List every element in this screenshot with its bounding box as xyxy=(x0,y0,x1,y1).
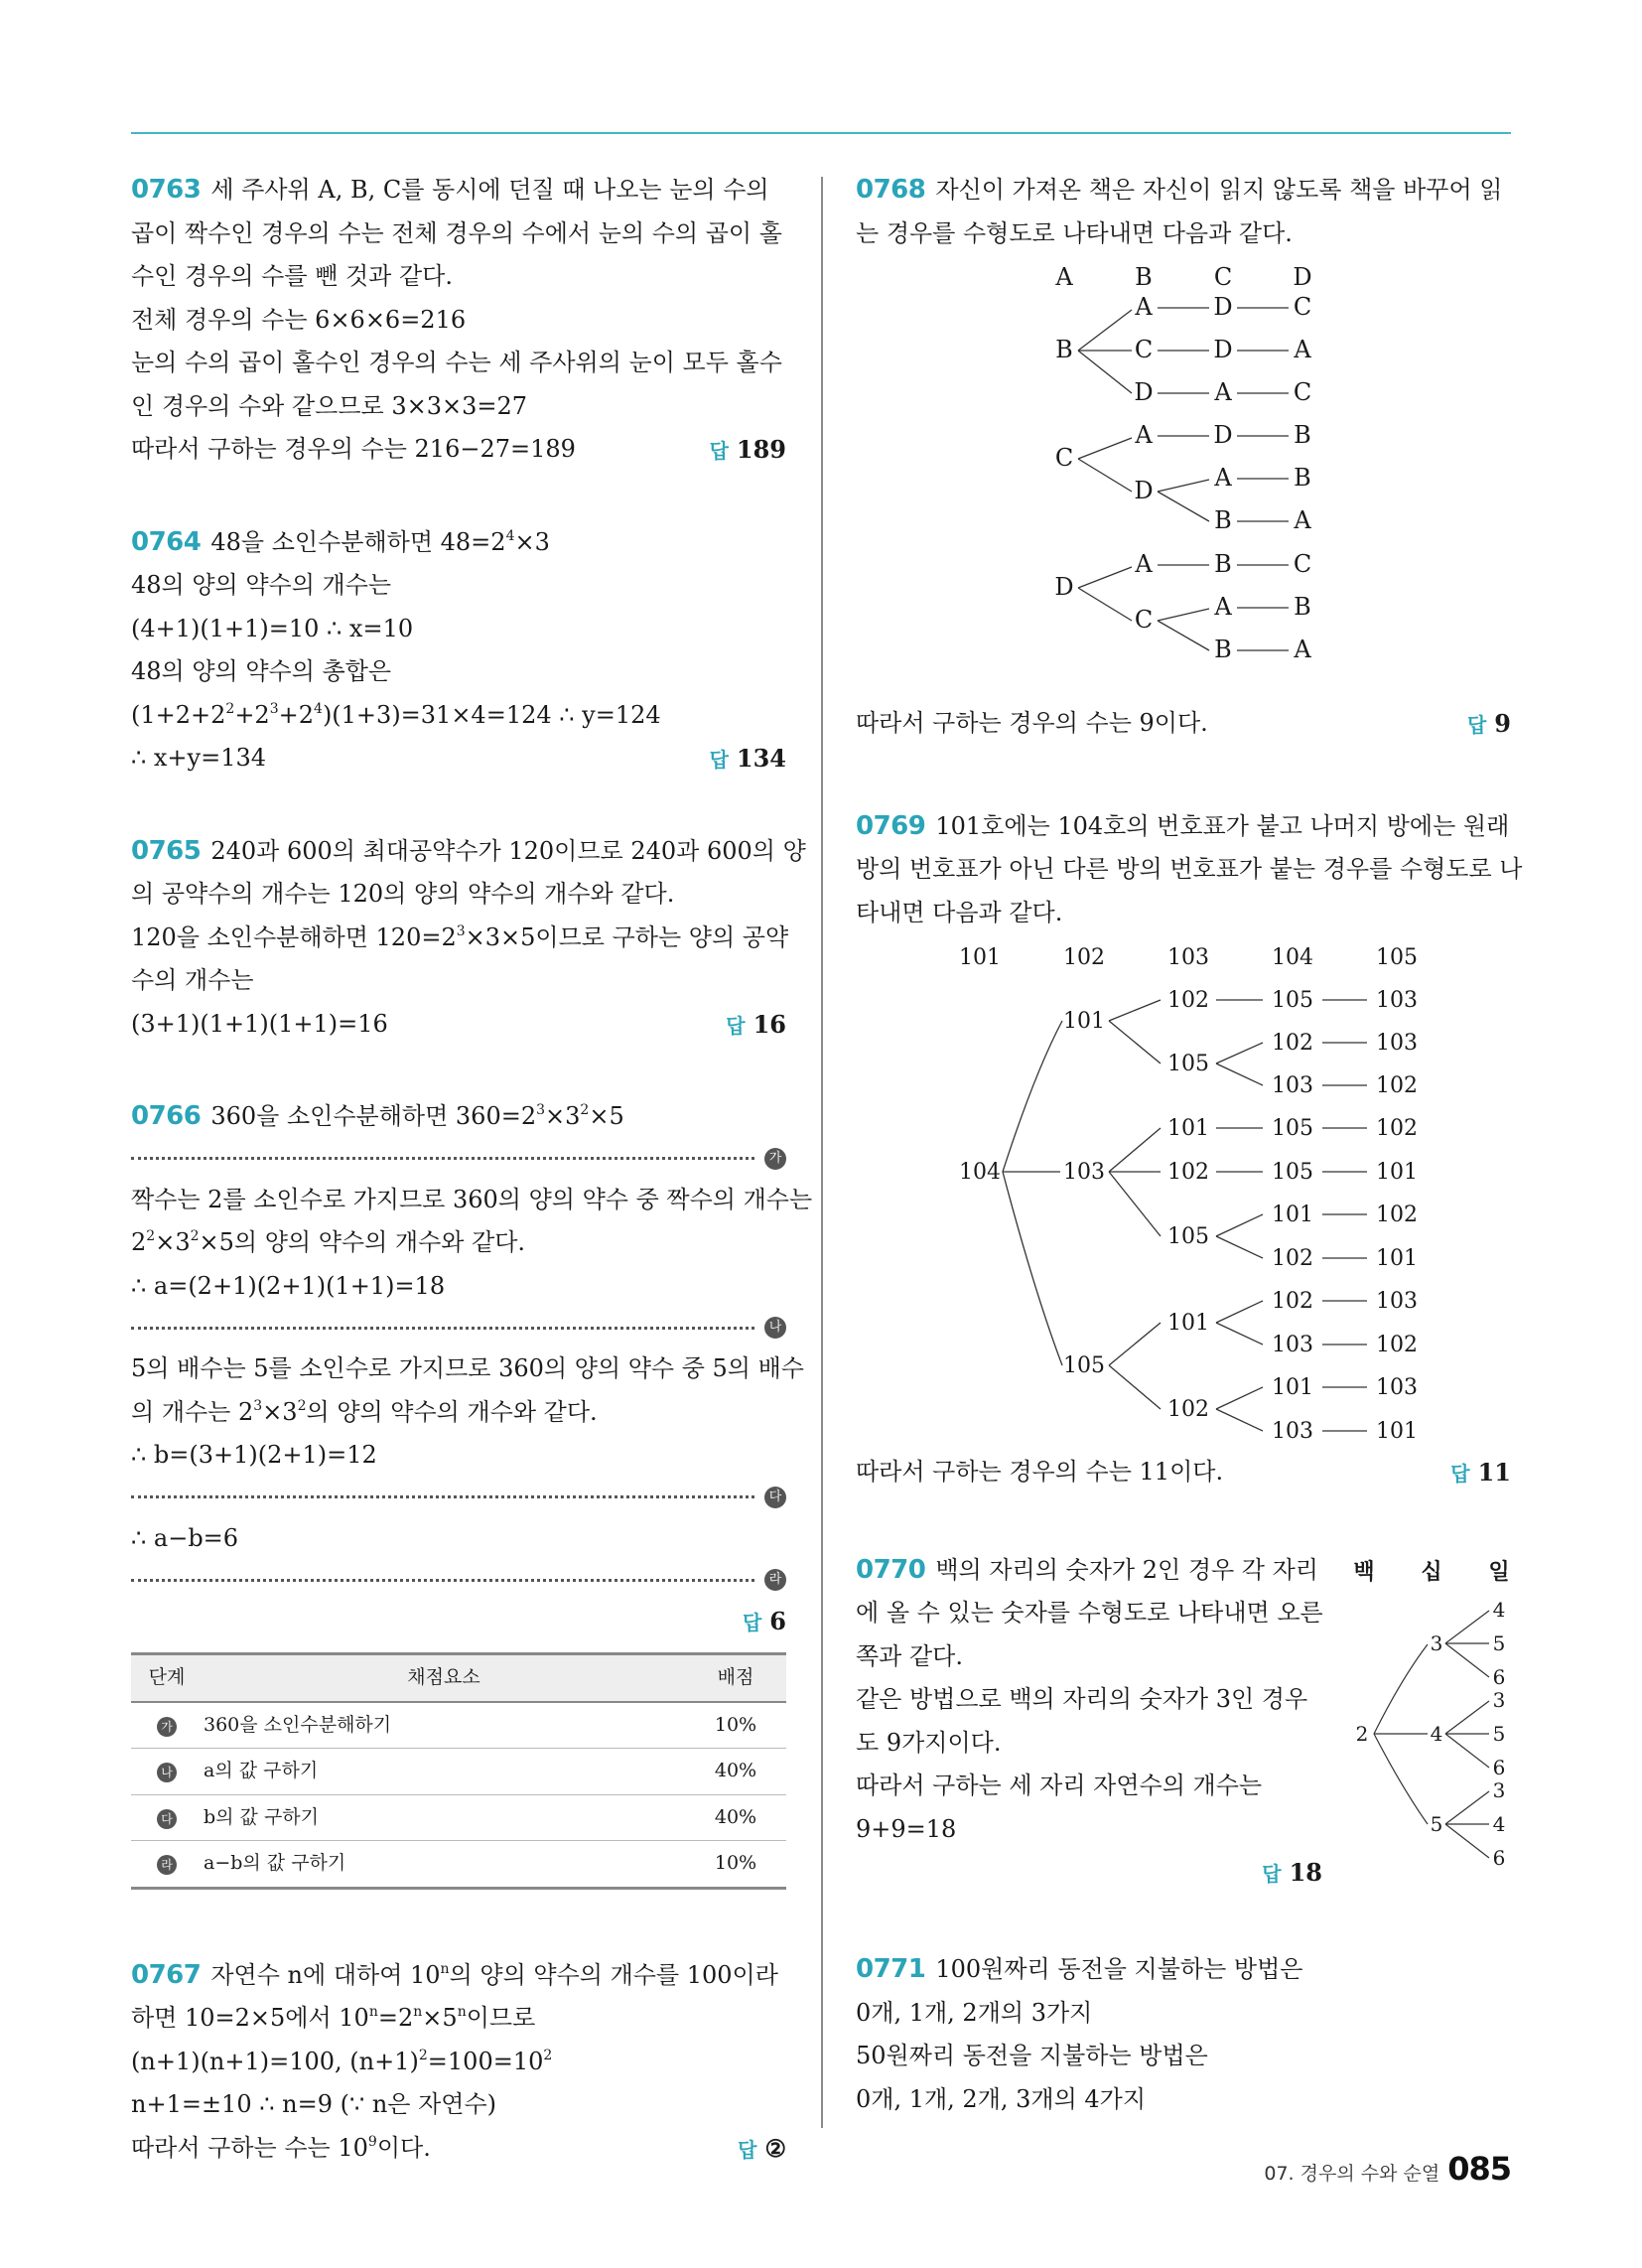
tree-node: 102 xyxy=(1272,1289,1313,1314)
tree-header: 103 xyxy=(1167,945,1209,970)
tree-diagram-0768 xyxy=(856,255,1511,702)
problem-number: 0769 xyxy=(856,810,926,841)
tree-node: A xyxy=(1294,506,1311,534)
chapter-title: 07. 경우의 수와 순열 xyxy=(1264,2163,1440,2185)
answer: 답 11 xyxy=(1450,1458,1511,1487)
tree-header: D xyxy=(1293,263,1312,291)
table-row: 가 360을 소인수분해하기 10% xyxy=(131,1702,786,1749)
tree-node: C xyxy=(1054,444,1074,472)
step-marker: 라 xyxy=(157,1855,177,1875)
tree-node: 6 xyxy=(1492,1664,1506,1689)
step-marker: 나 xyxy=(157,1763,177,1782)
tree-header: B xyxy=(1135,263,1153,291)
tree-node: 101 xyxy=(1376,1419,1418,1444)
tree-node: A xyxy=(1214,378,1232,406)
tree-edges xyxy=(1078,308,1289,650)
tree-node: 4 xyxy=(1492,1811,1506,1836)
tree-node: 101 xyxy=(1272,1203,1313,1227)
table-row: 다 b의 값 구하기 40% xyxy=(131,1794,786,1841)
tree-node: D xyxy=(1213,421,1233,449)
tree-node: 5 xyxy=(1430,1811,1443,1836)
tree-header: 102 xyxy=(1063,945,1105,970)
tree-node: A xyxy=(1135,293,1153,321)
tree-node: A xyxy=(1294,336,1311,363)
tree-header: 101 xyxy=(959,945,1001,970)
tree-node: 103 xyxy=(1272,1333,1313,1357)
tree-node: C xyxy=(1293,550,1312,578)
tree-node: 103 xyxy=(1272,1419,1313,1444)
column-divider xyxy=(821,177,823,2128)
tree-node: 105 xyxy=(1272,1160,1313,1185)
answer: 답 9 xyxy=(1466,709,1511,738)
tree-header: A xyxy=(1055,263,1073,291)
tree-node: 102 xyxy=(1376,1333,1418,1357)
tree-node: 105 xyxy=(1167,1224,1209,1249)
tree-node: 103 xyxy=(1272,1073,1313,1098)
tree-node: B xyxy=(1214,506,1232,534)
step-marker: 다 xyxy=(157,1809,177,1829)
problem-0771: 0771 100원짜리 동전을 지불하는 방법은 0개, 1개, 2개의 3가지 50원짜리 동전을 지불하는 방법은 0개, 1개, 2개, 3개의 4가지 xyxy=(856,1954,1303,2113)
tree-node: 102 xyxy=(1272,1246,1313,1271)
tree-node: B xyxy=(1294,421,1311,449)
tree-node: 3 xyxy=(1492,1777,1506,1802)
tree-node: A xyxy=(1294,636,1311,663)
problem-number: 0764 xyxy=(131,526,202,557)
tree-node: 105 xyxy=(1272,1116,1313,1141)
tree-node: 105 xyxy=(1272,988,1313,1013)
tree-node: D xyxy=(1134,477,1154,504)
problem-number: 0767 xyxy=(131,1959,202,1990)
step-divider xyxy=(131,1139,786,1179)
problem-number: 0763 xyxy=(131,175,202,205)
tree-node: 3 xyxy=(1430,1630,1443,1655)
tree-node: 103 xyxy=(1376,1031,1418,1056)
tree-node: C xyxy=(1293,293,1312,321)
step-marker: 나 xyxy=(764,1317,786,1339)
tree-header: 105 xyxy=(1376,945,1418,970)
tree-node: 2 xyxy=(1355,1721,1369,1746)
tree-node: 102 xyxy=(1376,1203,1418,1227)
tree-node: 103 xyxy=(1063,1160,1105,1185)
tree-node: C xyxy=(1134,606,1154,634)
answer: 답 18 xyxy=(1262,1858,1322,1887)
problem-0770: 0770 백의 자리의 숫자가 2인 경우 각 자리 에 올 수 있는 숫자를 수형도로 나타내면 오른 쪽과 같다. 같은 방법으로 백의 자리의 숫자가 3인 경우 도 9가지이다. 따라서 구하는 세 자리 자연수의 개수는 9+9=18 답 18 백 십 일 2 3 4 5 4 5 6 3 5 6 3 4 6 xyxy=(856,1549,1511,1895)
tree-node: 103 xyxy=(1376,988,1418,1013)
tree-node: 101 xyxy=(1272,1375,1313,1400)
tree-node: 101 xyxy=(1063,1009,1105,1034)
tree-diagram-0769 xyxy=(856,934,1511,1451)
tree-header: C xyxy=(1213,263,1233,291)
scoring-table xyxy=(131,1652,786,1890)
tree-node: 105 xyxy=(1167,1052,1209,1076)
problem-number: 0771 xyxy=(856,1954,926,1984)
tree-header: 일 xyxy=(1488,1558,1510,1585)
step-marker: 가 xyxy=(764,1148,786,1170)
problem-0767: 0767 자연수 n에 대하여 10$^n$의 양의 약수의 개수를 100이라 하면 10=2×5에서 $10^n=2^n\times 5^n$이므로 (n+1)(n+1)=100, $(n+1)^2=100=10^2$ n+1=±10 ∴ n=9 (∵ n은 자연수) 따라서 구하는 수는 $10^9$이다. 답 ② xyxy=(131,1954,786,2171)
tree-node: A xyxy=(1135,550,1153,578)
problem-number: 0770 xyxy=(856,1554,926,1585)
tree-node: 6 xyxy=(1492,1845,1506,1870)
problem-0769: 0769 101호에는 104호의 번호표가 붙고 나머지 방에는 원래 방의 번호표가 아닌 다른 방의 번호표가 붙는 경우를 수형도로 나 타내면 다음과 같다. 101 102 103 104 105 104 101 103 105 102 105 101 102 105 101 102 105 103 102 103 103 102 105 102 105 101 101 102 102 101 102 103 103 102 101 103 103 101 따라서 구하는 경우의 수는 11이다. 답 11 xyxy=(856,805,1511,1494)
tree-node: A xyxy=(1214,464,1232,492)
tree-node: 102 xyxy=(1376,1073,1418,1098)
tree-header: 104 xyxy=(1272,945,1313,970)
problem-0768: 0768 자신이 가져온 책은 자신이 읽지 않도록 책을 바꾸어 읽 는 경우를 수형도로 나타내면 다음과 같다. A B C D B A D C C D A D A C C A D B D A B B A D A B C C A B B A 따라서 구하는 경우의 수는 9이다. 답 9 xyxy=(856,169,1511,746)
tree-node: 102 xyxy=(1376,1116,1418,1141)
answer: 답 6 xyxy=(742,1607,786,1635)
tree-node: A xyxy=(1135,421,1153,449)
tree-node: D xyxy=(1213,293,1233,321)
tree-node: 102 xyxy=(1167,1160,1209,1185)
answer: 답 16 xyxy=(726,1009,786,1039)
tree-node: 104 xyxy=(959,1160,1001,1185)
step-divider xyxy=(131,1478,786,1517)
table-row: 라 a−b의 값 구하기 10% xyxy=(131,1841,786,1889)
step-marker: 다 xyxy=(764,1487,786,1508)
step-divider xyxy=(131,1560,786,1600)
tree-node: 101 xyxy=(1376,1246,1418,1271)
answer: 답 189 xyxy=(709,435,786,464)
tree-node: 102 xyxy=(1272,1031,1313,1056)
answer: 답 ② xyxy=(738,2133,786,2163)
tree-node: 5 xyxy=(1492,1721,1506,1746)
tree-node: B xyxy=(1294,593,1311,621)
tree-diagram-0770 xyxy=(1342,1549,1511,1877)
step-divider xyxy=(131,1308,786,1347)
tree-node: 101 xyxy=(1167,1311,1209,1336)
tree-node: 101 xyxy=(1167,1116,1209,1141)
tree-node: 6 xyxy=(1492,1755,1506,1779)
problem-0765: 0765 240과 600의 최대공약수가 120이므로 240과 600의 양 의 공약수의 개수는 120의 양의 약수의 개수와 같다. 120을 소인수분해하면 $120=2^3\times 3\times 5$이므로 구하는 양의 공약 수의 개수는 (3+1)(1+1)(1+1)=16 답 16 xyxy=(131,830,786,1047)
tree-node: C xyxy=(1293,378,1312,406)
tree-node: 102 xyxy=(1167,988,1209,1013)
step-marker: 가 xyxy=(157,1717,177,1737)
problem-0766: 0766 360을 소인수분해하면 $360=2^3\times 3^2\times 5$ 가 짝수는 2를 소인수로 가지므로 360의 양의 약수 중 짝수의 개수는 $2^2\times 3^2\times 5$의 양의 약수의 개수와 같다. ∴ a=(2+1)(2+1)(1+1)=18 나 5의 배수는 5를 소인수로 가지므로 360의 양의 약수 중 5의 배수 의 개수는 $2^3\times 3^2$의 양의 약수의 개수와 같다. ∴ b=(3+1)(2+1)=12 다 ∴ a−b=6 라 답 6 단계 채점요소 배점 가 360을 소인수분해하기 10% 나 a의 값 구하기 40% 다 b의 값 구하기 40% 라 a−b의 값 구하기 10% xyxy=(131,1095,786,1890)
tree-node: 4 xyxy=(1430,1721,1443,1746)
table-row: 나 a의 값 구하기 40% xyxy=(131,1749,786,1795)
page-number: 085 xyxy=(1447,2150,1511,2188)
tree-node: D xyxy=(1054,573,1074,601)
answer: 답 134 xyxy=(709,744,786,773)
problem-number: 0766 xyxy=(131,1101,202,1131)
tree-header: 십 xyxy=(1421,1558,1442,1585)
page-footer xyxy=(1264,2150,1511,2188)
tree-node: B xyxy=(1214,550,1232,578)
tree-node: B xyxy=(1214,636,1232,663)
tree-node: 103 xyxy=(1376,1375,1418,1400)
table-header: 단계 채점요소 배점 xyxy=(131,1654,786,1702)
tree-header: 백 xyxy=(1353,1558,1375,1585)
tree-node: 5 xyxy=(1492,1630,1506,1655)
left-column xyxy=(131,169,813,2219)
top-rule xyxy=(131,132,1511,134)
tree-node: 102 xyxy=(1167,1397,1209,1422)
tree-node: 103 xyxy=(1376,1289,1418,1314)
tree-node: C xyxy=(1134,336,1154,363)
tree-node: 105 xyxy=(1063,1353,1105,1378)
tree-node: 4 xyxy=(1492,1597,1506,1622)
problem-0763: 0763 세 주사위 A, B, C를 동시에 던질 때 나오는 눈의 수의 곱이 짝수인 경우의 수는 전체 경우의 수에서 눈의 수의 곱이 홀 수인 경우의 수를 뺀 것과 같다. 전체 경우의 수는 6×6×6=216 눈의 수의 곱이 홀수인 경우의 수는 세 주사위의 눈이 모두 홀수 인 경우의 수와 같으므로 3×3×3=27 따라서 구하는 경우의 수는 216−27=189 답 189 xyxy=(131,169,786,472)
tree-node: 3 xyxy=(1492,1687,1506,1712)
tree-node: D xyxy=(1134,378,1154,406)
tree-node: B xyxy=(1294,464,1311,492)
tree-node: A xyxy=(1214,593,1232,621)
tree-node: D xyxy=(1213,336,1233,363)
tree-node: B xyxy=(1055,336,1073,363)
problem-number: 0768 xyxy=(856,175,926,205)
problem-number: 0765 xyxy=(131,835,202,866)
right-column xyxy=(856,169,1523,2171)
problem-0764: 0764 48을 소인수분해하면 $48=2^4\times 3$ 48의 양의 약수의 개수는 (4+1)(1+1)=10 ∴ x=10 48의 양의 약수의 총합은 $(1+2+2^2+2^3+2^4)(1+3)=31\times 4=124$ ∴ y=124 ∴ x+y=134 답 134 xyxy=(131,521,786,780)
step-marker: 라 xyxy=(764,1569,786,1591)
tree-node: 101 xyxy=(1376,1160,1418,1185)
